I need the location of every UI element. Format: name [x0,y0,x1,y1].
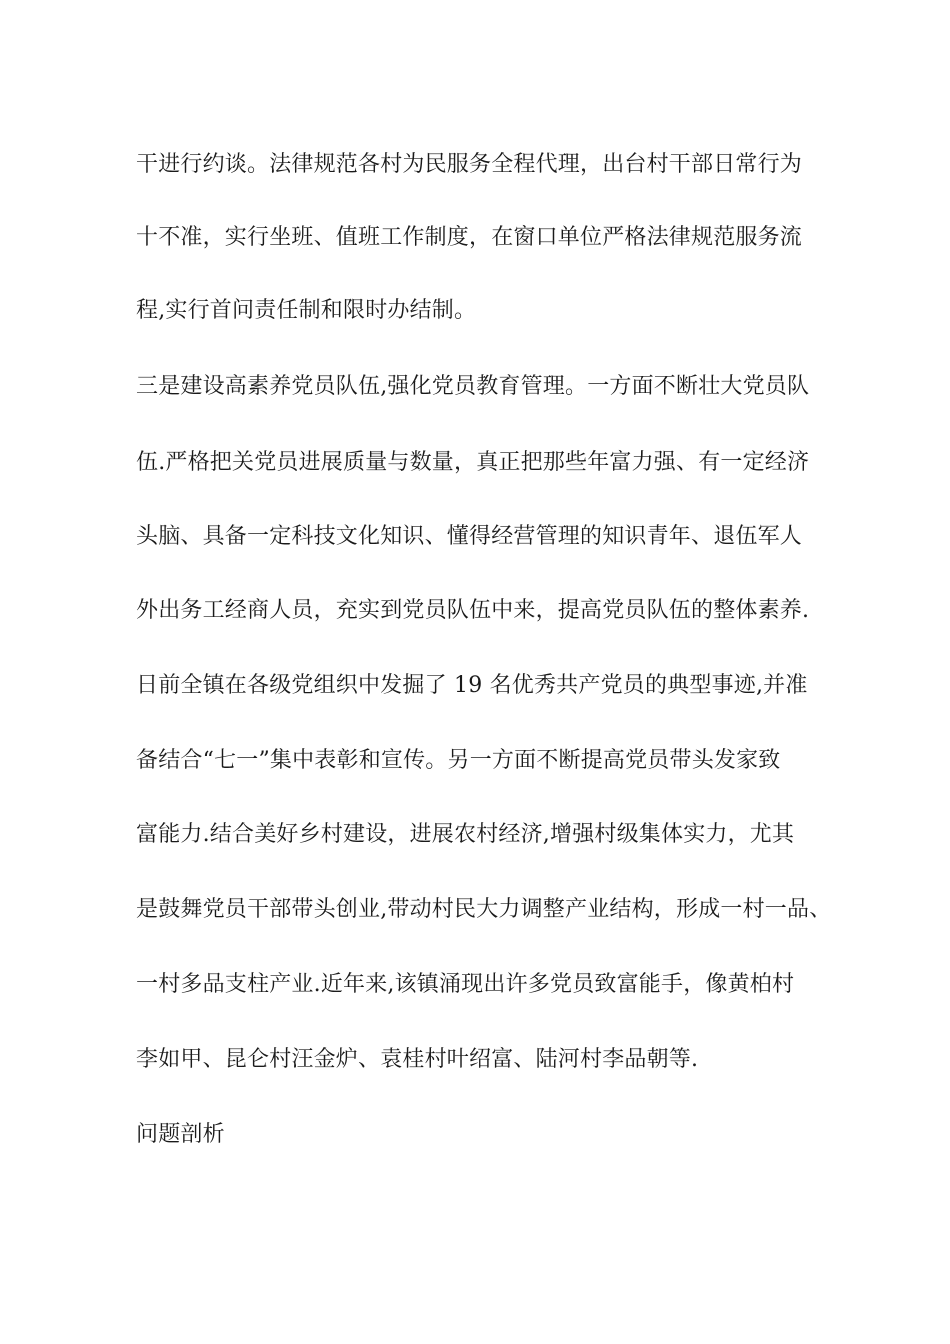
paragraph-line-8: 日前全镇在各级党组织中发掘了 19 名优秀共产党员的典型事迹,并准 [136,673,808,698]
paragraph-line-1: 干进行约谈。法律规范各村为民服务全程代理，出台村干部日常行为 [136,152,803,177]
paragraph-line-7: 外出务工经商人员，充实到党员队伍中来，提高党员队伍的整体素养. [136,598,810,623]
paragraph-line-3: 程,实行首问责任制和限时办结制。 [136,298,477,323]
paragraph-line-11: 是鼓舞党员干部带头创业,带动村民大力调整产业结构，形成一村一品、 [136,897,832,922]
paragraph-line-6: 头脑、具备一定科技文化知识、懂得经营管理的知识青年、退伍军人 [136,524,803,549]
paragraph-line-9: 备结合“七一”集中表彰和宣传。另一方面不断提高党员带头发家致 [136,748,781,773]
paragraph-line-2: 十不准，实行坐班、值班工作制度，在窗口单位严格法律规范服务流 [136,225,803,250]
paragraph-line-12: 一村多品支柱产业.近年来,该镇涌现出许多党员致富能手，像黄柏村 [136,972,795,997]
paragraph-line-5: 伍.严格把关党员进展质量与数量，真正把那些年富力强、有一定经济 [136,450,810,475]
section-heading: 问题剖析 [136,1122,225,1147]
paragraph-line-10: 富能力.结合美好乡村建设，进展农村经济,增强村级集体实力，尤其 [136,822,795,847]
paragraph-line-4: 三是建设高素养党员队伍,强化党员教育管理。一方面不断壮大党员队 [136,374,810,399]
paragraph-line-13: 李如甲、昆仑村汪金炉、袁桂村叶绍富、陆河村李品朝等. [136,1047,699,1072]
